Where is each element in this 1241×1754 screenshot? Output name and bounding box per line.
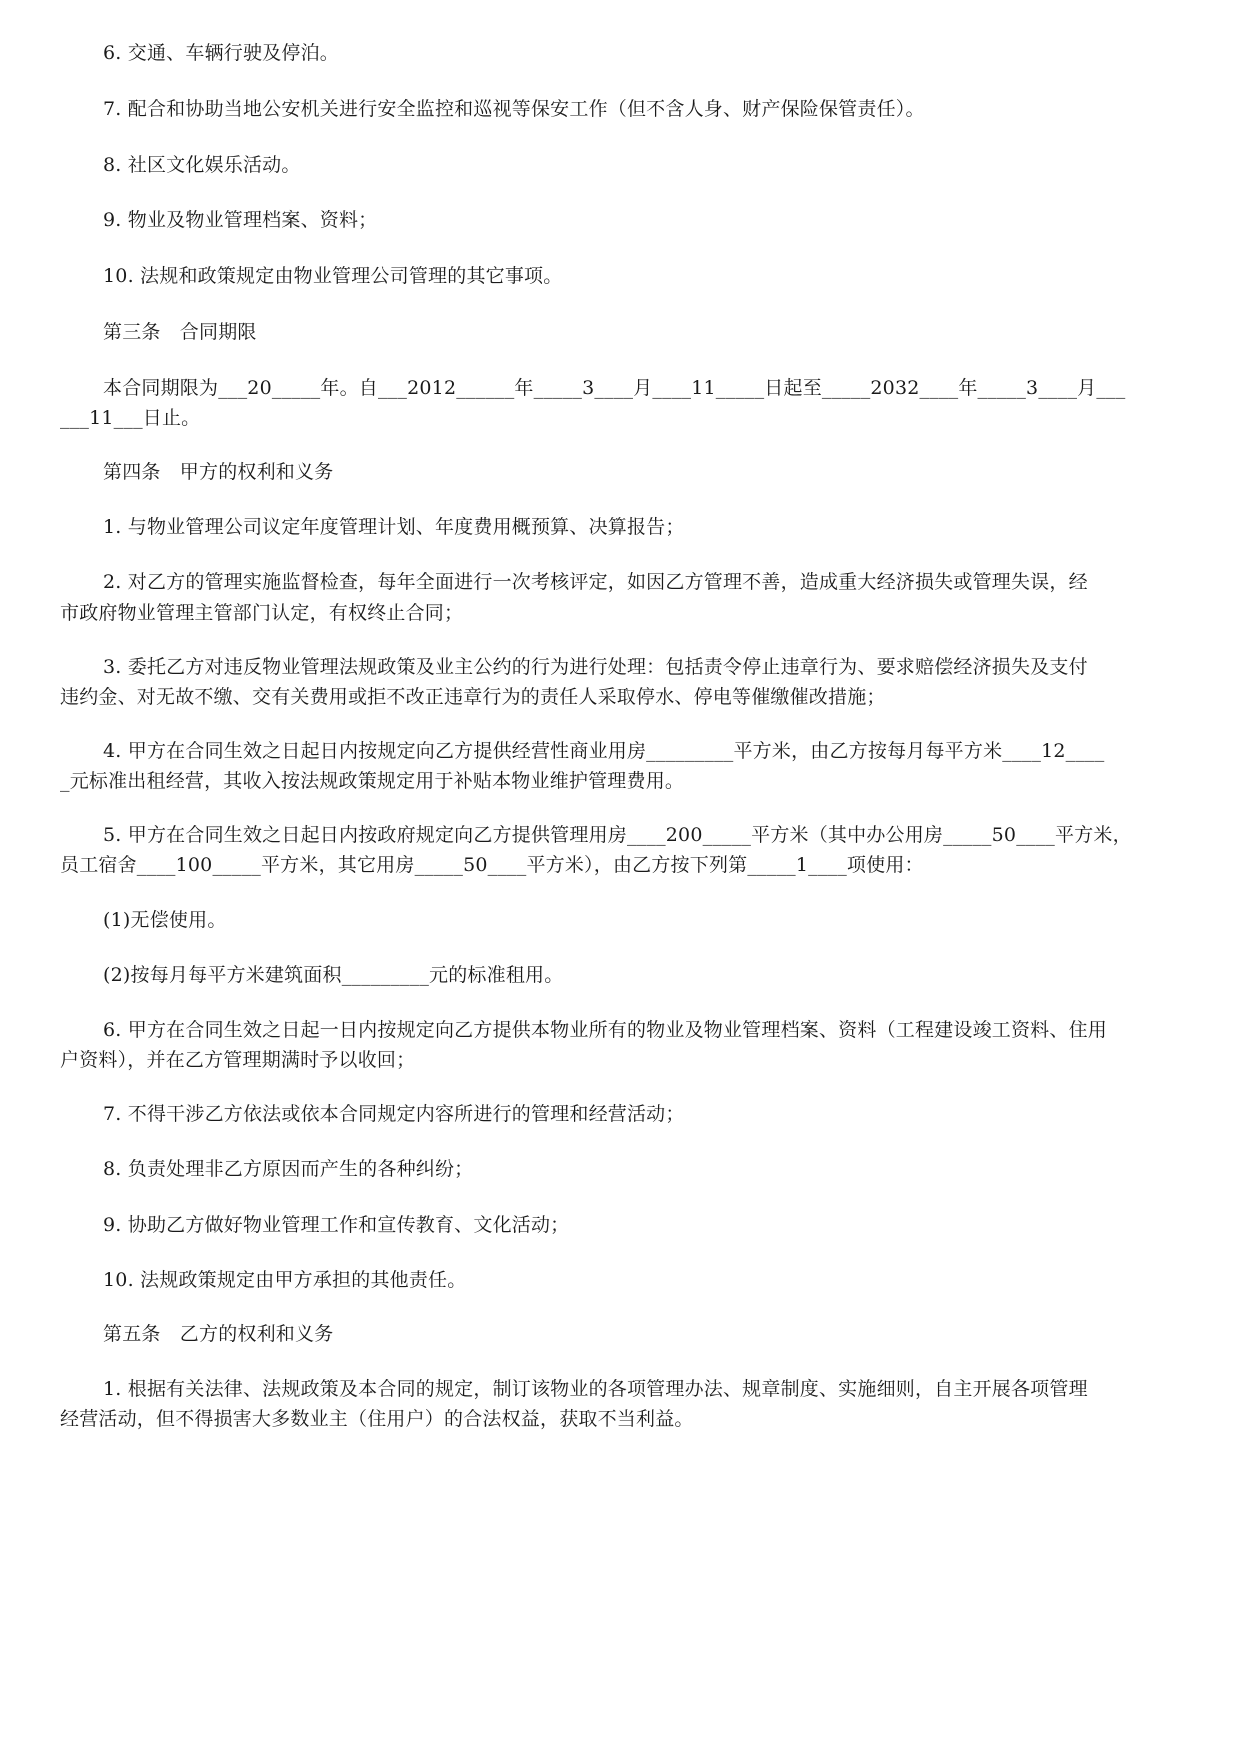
party-a-item-3-line-2: 违约金、对无故不缴、交有关费用或拒不改正违章行为的责任人采取停水、停电等催缴催改措施； (60, 686, 886, 708)
usage-option-2: (2)按每月每平方米建筑面积_________元的标准租用。 (103, 964, 564, 986)
contract-term-line-1: 本合同期限为___20_____年。自___2012______年_____3____月____11_____日起至_____2032____年_____3____月___ (103, 377, 1126, 399)
clause-item-10-other-matters: 10. 法规和政策规定由物业管理公司管理的其它事项。 (103, 265, 563, 287)
party-a-item-5-line-2: 员工宿舍____100_____平方米，其它用房_____50____平方米），由乙方按下列第_____1____项使用： (60, 854, 924, 876)
article-3-heading: 第三条 合同期限 (103, 321, 257, 343)
party-a-item-9: 9. 协助乙方做好物业管理工作和宣传教育、文化活动； (103, 1214, 570, 1236)
party-a-item-2-line-1: 2. 对乙方的管理实施监督检查，每年全面进行一次考核评定，如因乙方管理不善，造成重大经济损失或管理失误，经 (103, 571, 1088, 593)
contract-term-line-2: ___11___日止。 (60, 407, 201, 429)
clause-item-8-culture: 8. 社区文化娱乐活动。 (103, 154, 301, 176)
party-a-item-6-line-1: 6. 甲方在合同生效之日起一日内按规定向乙方提供本物业所有的物业及物业管理档案、资料（工程建设竣工资料、住用 (103, 1019, 1107, 1041)
party-b-item-1-line-2: 经营活动，但不得损害大多数业主（住用户）的合法权益，获取不当利益。 (60, 1408, 694, 1430)
party-a-item-5-line-1: 5. 甲方在合同生效之日起日内按政府规定向乙方提供管理用房____200_____平方米（其中办公用房_____50____平方米， (103, 824, 1132, 846)
party-b-item-1-line-1: 1. 根据有关法律、法规政策及本合同的规定，制订该物业的各项管理办法、规章制度、实施细则，自主开展各项管理 (103, 1378, 1088, 1400)
usage-option-1: (1)无偿使用。 (103, 909, 227, 931)
party-a-item-6-line-2: 户资料），并在乙方管理期满时予以收回； (60, 1049, 416, 1071)
party-a-item-4-line-1: 4. 甲方在合同生效之日起日内按规定向乙方提供经营性商业用房_________平方米，由乙方按每月每平方米____12____ (103, 740, 1105, 762)
clause-item-7-security: 7. 配合和协助当地公安机关进行安全监控和巡视等保安工作（但不含人身、财产保险保管责任）。 (103, 98, 925, 120)
party-a-item-4-line-2: _元标准出租经营，其收入按法规政策规定用于补贴本物业维护管理费用。 (60, 770, 685, 792)
article-4-heading: 第四条 甲方的权利和义务 (103, 461, 334, 483)
party-a-item-2-line-2: 市政府物业管理主管部门认定，有权终止合同； (60, 602, 464, 624)
article-5-heading: 第五条 乙方的权利和义务 (103, 1323, 334, 1345)
party-a-item-10: 10. 法规政策规定由甲方承担的其他责任。 (103, 1269, 467, 1291)
party-a-item-7: 7. 不得干涉乙方依法或依本合同规定内容所进行的管理和经营活动； (103, 1103, 685, 1125)
clause-item-9-archives: 9. 物业及物业管理档案、资料； (103, 209, 378, 231)
party-a-item-8: 8. 负责处理非乙方原因而产生的各种纠纷； (103, 1158, 474, 1180)
party-a-item-1: 1. 与物业管理公司议定年度管理计划、年度费用概预算、决算报告； (103, 516, 685, 538)
clause-item-6-traffic: 6. 交通、车辆行驶及停泊。 (103, 42, 339, 64)
party-a-item-3-line-1: 3. 委托乙方对违反物业管理法规政策及业主公约的行为进行处理：包括责令停止违章行为、要求赔偿经济损失及支付 (103, 656, 1088, 678)
